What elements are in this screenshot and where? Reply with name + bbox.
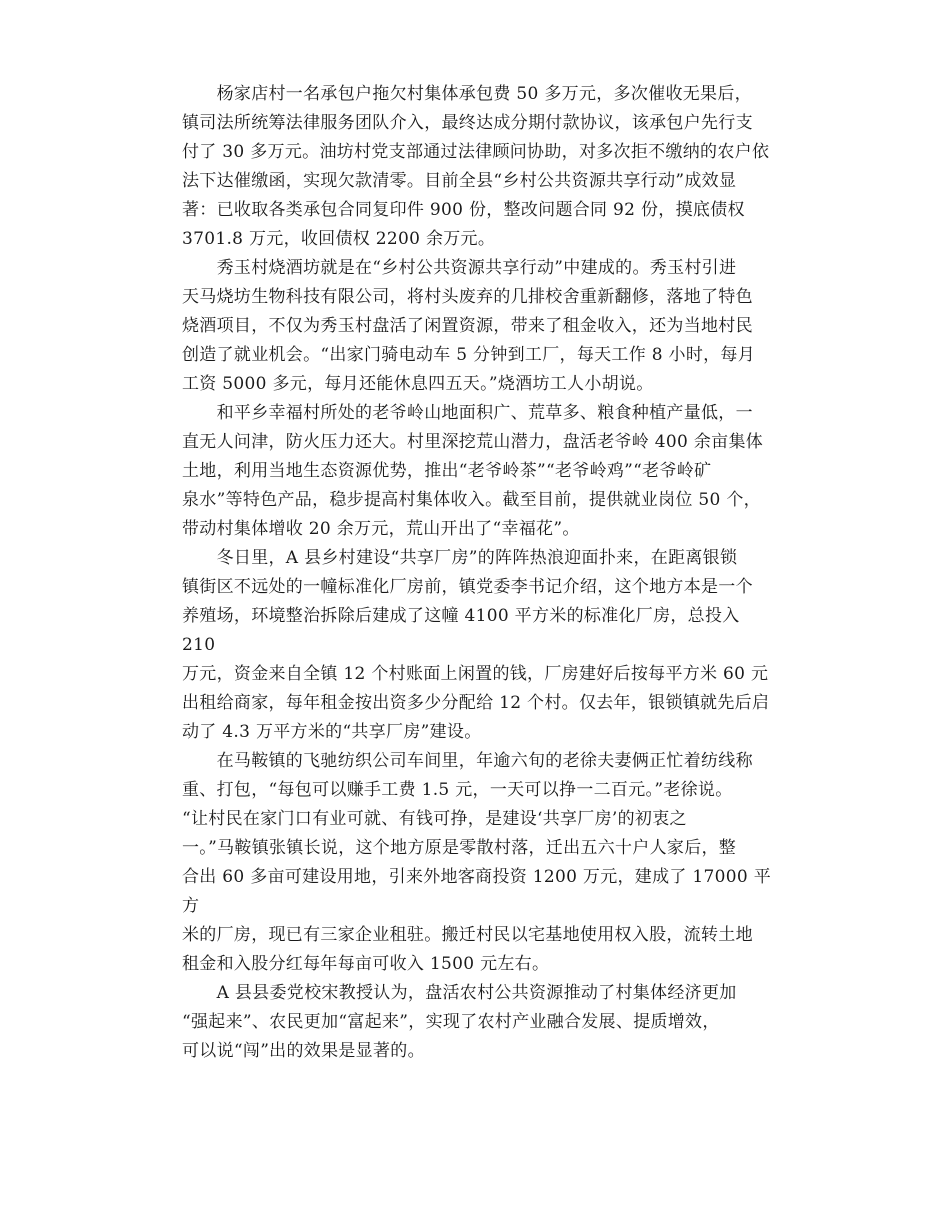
paragraph-shared-factory-yinsuo: 冬日里，A 县乡村建设“共享厂房”的阵阵热浪迎面扑来，在距离银锁 镇街区不远处的一幢标准化厂房前，镇党委李书记介绍，这个地方本是一个 养殖场，环境整治拆除后建成了这幢 4100 平方米的标准化厂房，总投入 210 万元，资金来自全镇 12 个村账面上闲置的钱，厂房建好后按每平方米 60 元 出租给商家，每年租金按出资多少分配给 12 个村。仅去年，银锁镇就先后启 动了 4.3 万平方米的“共享厂房”建设。 [182,548,770,742]
paragraph-professor-comment: A 县县委党校宋教授认为，盘活农村公共资源推动了村集体经济更加 “强起来”、农民更加“富起来”，实现了农村产业融合发展、提质增效， 可以说“闯”出的效果是显著的。 [182,983,737,1061]
article-body [182,80,772,1066]
paragraph-xingfu-village: 和平乡幸福村所处的老爷岭山地面积广、荒草多、粮食种植产量低，一 直无人问津，防火压力还大。村里深挖荒山潜力，盘活老爷岭 400 余亩集体 土地，利用当地生态资源优势，推出“老爷岭茶”“老爷岭鸡”“老爷岭矿 泉水”等特色产品，稳步提高村集体收入。截至目前，提供就业岗位 50 个， 带动村集体增收 20 余万元，荒山开出了“幸福花”。 [182,403,764,539]
paragraph-debt-recovery: 杨家店村一名承包户拖欠村集体承包费 50 多万元，多次催收无果后， 镇司法所统筹法律服务团队介入，最终达成分期付款协议，该承包户先行支 付了 30 多万元。油坊村党支部通过法律顾问协助，对多次拒不缴纳的农户依 法下达催缴函，实现欠款清零。目前全县“乡村公共资源共享行动”成效显 著：已收取各类承包合同复印件 900 份，整改问题合同 92 份，摸底债权 3701.8 万元，收回债权 2200 余万元。 [182,84,770,249]
paragraph-maan-textile: 在马鞍镇的飞驰纺织公司车间里，年逾六旬的老徐夫妻俩正忙着纺线称 重、打包，“每包可以赚手工费 1.5 元，一天可以挣一二百元。”老徐说。 “让村民在家门口有业可就、有钱可挣，是建设‘共享厂房’的初衷之 一。”马鞍镇张镇长说，这个地方原是零散村落，迁出五六十户人家后，整 合出 60 多亩可建设用地，引来外地客商投资 1200 万元，建成了 17000 平方 米的厂房，现已有三家企业租驻。搬迁村民以宅基地使用权入股，流转土地 租金和入股分红每年每亩可收入 1500 元左右。 [182,751,771,974]
paragraph-xiuyu-distillery: 秀玉村烧酒坊就是在“乡村公共资源共享行动”中建成的。秀玉村引进 天马烧坊生物科技有限公司，将村头废弃的几排校舍重新翻修，落地了特色 烧酒项目，不仅为秀玉村盘活了闲置资源，带来了租金收入，还为当地村民 创造了就业机会。“出家门骑电动车 5 分钟到工厂，每天工作 8 小时，每月 工资 5000 多元，每月还能休息四五天。”烧酒坊工人小胡说。 [182,258,756,394]
